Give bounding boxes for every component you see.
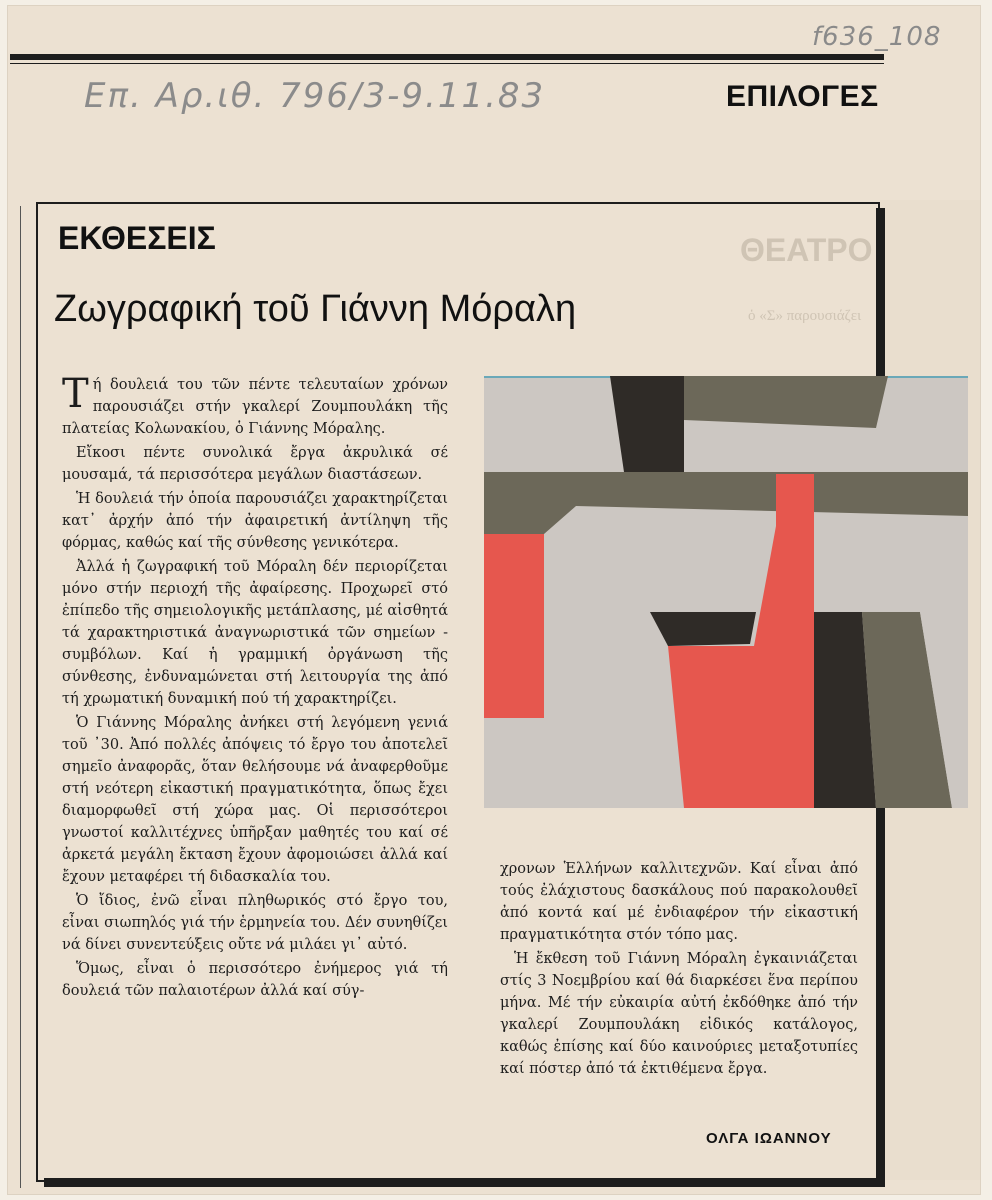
article-paragraph: Εἴκοσι πέντε συνολικά ἔργα ἀκρυλικά σέ μουσαμά, τά περισσότερα μεγάλων διαστάσεων. xyxy=(62,445,448,483)
painting-reproduction xyxy=(484,376,968,808)
article-paragraph: Ἡ ἔκθεση τοῦ Γιάννη Μόραλη ἐγκαινιάζεται στίς 3 Νοεμβρίου καί θά διαρκέσει ἕνα περίπου μήνα. Μέ τήν εὐκαιρία αὐτή ἐκδόθηκε ἀπό τήν γκαλερί Ζουμπουλάκη εἰδικός κατάλογος, καθώς ἐπίσης καί δύο καινούριες μεταξοτυπίες καί πόστερ ἀπό τά ἐκτιθέμενα ἔργα. xyxy=(500,951,858,1077)
archive-code: f636_108 xyxy=(812,22,942,52)
article-paragraph: Ὅμως, εἶναι ὁ περισσότερο ἐνήμερος γιά τή δουλειά τῶν παλαιοτέρων ἀλλά καί σύγ- xyxy=(62,961,448,999)
bleed-through-text: ΘΕΑΤΡΟ xyxy=(740,232,873,268)
article-paragraph xyxy=(62,371,448,440)
article-paragraph: Ἡ δουλειά τήν ὁποία παρουσιάζει χαρακτηρίζεται κατ᾽ ἀρχήν ἀπό τήν ἀφαιρετική ἀντίληψη τῆς φόρμας, καθώς καί τῆς σύνθεσης γενικότερα. xyxy=(62,491,448,551)
clipping-left-edge xyxy=(20,206,21,1188)
section-label: ΕΠΙΛΟΓΕΣ xyxy=(726,80,879,113)
article-column-1 xyxy=(62,371,448,1004)
article-paragraph: Ἀλλά ἡ ζωγραφική τοῦ Μόραλη δέν περιορίζεται μόνο στήν περιοχή τῆς ἀφαίρεσης. Προχωρεῖ στό ἐπίπεδο τῆς σημειολογικῆς μετάπλασης, μέ αἰσθητά τά χαρακτηριστικά ἀναγνωριστικά τῶν σημείων - συμβόλων. Καί ἡ γραμμική ὀργάνωση τῆς σύνθεσης, ἐνδυναμώνεται στή λειτουργία της ἀπό τή χρωματική δυναμική πού τή χαρακτηρίζει. xyxy=(62,559,448,707)
header-rule xyxy=(10,54,884,60)
handwritten-issue-note: Επ. Αρ.ιθ. 796/3-9.11.83 xyxy=(84,76,546,116)
painting-dark-center-bar xyxy=(650,612,756,646)
drop-cap: Τ xyxy=(62,371,89,417)
article-paragraph: Ὁ ἴδιος, ἐνῶ εἶναι πληθωρικός στό ἔργο του, εἶναι σιωπηλός γιά τήν ἑρμηνεία του. Δέν συνηθίζει νά δίνει συνεντεύξεις οὔτε νά μιλάει γι᾽ αὐτό. xyxy=(62,893,448,953)
article-column-2 xyxy=(500,858,858,1082)
article-paragraph: Ὁ Γιάννης Μόραλης ἀνήκει στή λεγόμενη γενιά τοῦ ᾽30. Ἀπό πολλές ἀπόψεις τό ἔργο του ἀποτελεῖ σημεῖο ἀναφορᾶς, ὅταν θελήσουμε νά ἀναφερθοῦμε στή νεότερη εἰκαστική πραγματικότητα, ὅπως ἔχει διαμορφωθεῖ στή χώρα μας. Οἱ περισσότεροι γνωστοί καλλιτέχνες ὑπῆρξαν μαθητές του καί σέ ἀρκετά μεγάλη ἔκταση ἔχουν ἀφομοιώσει ἀλλά καί ἔχουν μεταφέρει τή διδασκαλία του. xyxy=(62,715,448,885)
first-paragraph-text: ή δουλειά του τῶν πέντε τελευταίων χρόνων παρουσιάζει στήν γκαλερί Ζουμπουλάκη τῆς πλατείας Κολωνακίου, ὁ Γιάννης Μόραλης. xyxy=(62,377,448,437)
article-title: Ζωγραφική τοῦ Γιάννη Μόραλη xyxy=(54,288,577,330)
painting-olive-top-band xyxy=(684,376,888,428)
article-paragraph: χρονων Ἑλλήνων καλλιτεχνῶν. Καί εἶναι ἀπό τούς ἐλάχιστους δασκάλους πού παρακολουθεῖ ἀπό κοντά καί μέ ἐνδιαφέρον τήν εἰκαστική πραγματικότητα στόν τόπο μας. xyxy=(500,861,858,943)
article-frame-shadow-bottom xyxy=(44,1178,885,1187)
article-category: ΕΚΘΕΣΕΙΣ xyxy=(58,220,216,256)
article-author: ΟΛΓΑ ΙΩΑΝΝΟΥ xyxy=(706,1130,832,1147)
header-rule-thin xyxy=(10,63,884,64)
bleed-through-text-small: ὁ «Σ» παρουσιάζει xyxy=(748,308,862,324)
